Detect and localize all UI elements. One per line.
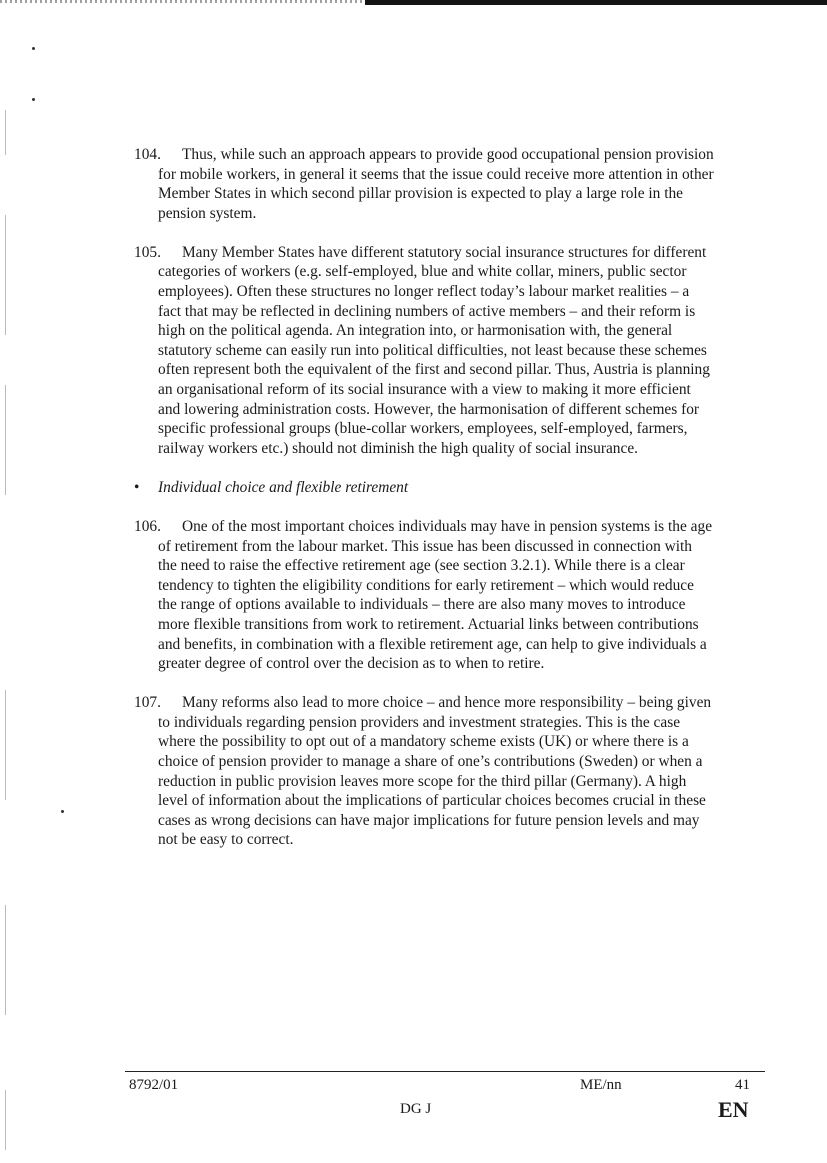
paragraph-number: 105. <box>134 243 161 261</box>
bullet-heading-text: Individual choice and flexible retirement <box>158 478 409 496</box>
paragraph-text: Many reforms also lead to more choice – and hence more responsibility – being given to individuals regarding pension providers and investment strategies. This is the case where the possibility to opt out of a mandatory scheme exists (UK) or where there is a choice of pension provider to manage a share of one’s contributions (Sweden) or when a reduction in public provision leaves more scope for the third pillar (Germany). A high level of information about the implications of particular choices becomes crucial in these cases as wrong decisions can have major implications for future pension levels and may not be easy to correct. <box>158 694 712 849</box>
footer-department: DG J <box>400 1101 432 1117</box>
section-bullet-heading <box>134 478 714 498</box>
scan-margin-mark <box>5 1090 6 1150</box>
scan-margin-mark <box>5 385 6 495</box>
footer-reference: ME/nn <box>580 1077 622 1093</box>
paragraph-text: Many Member States have different statutory social insurance structures for different categories of workers (e.g. self-employed, blue and white collar, miners, public sector employees). Often these structures no longer reflect today’s labour market realities – a fact that may be reflected in declining numbers of active members – and their reform is high on the political agenda. An integration into, or harmonisation with, the general statutory scheme can easily run into political difficulties, not least because these schemes often represent both the equivalent of the first and second pillar. Thus, Austria is planning an organisational reform of its social insurance with a view to making it more efficient and lowering administration costs. However, the harmonisation of different schemes for specific professional groups (blue-collar workers, employees, self-employed, farmers, railway workers etc.) should not diminish the high quality of social insurance. <box>158 243 710 457</box>
paragraph-number: 104. <box>134 146 161 163</box>
scan-margin-mark <box>5 110 6 155</box>
scan-speck <box>61 810 64 813</box>
scan-speck <box>32 47 35 50</box>
paragraph-105 <box>134 243 714 459</box>
paragraph-text: Thus, while such an approach appears to provide good occupational pension provision for mobile workers, in general it seems that the issue could receive more attention in other Member States in which second pillar provision is expected to play a large role in the pension system. <box>158 146 714 222</box>
scan-margin-mark <box>5 215 6 335</box>
footer-page-number: 41 <box>735 1077 750 1093</box>
paragraph-number: 106. <box>134 518 161 535</box>
scan-dotted-edge <box>0 0 370 3</box>
footer-language: EN <box>718 1097 749 1122</box>
document-body <box>134 145 714 870</box>
footer-doc-number: 8792/01 <box>129 1077 179 1093</box>
paragraph-number: 107. <box>134 694 161 712</box>
paragraph-106 <box>134 517 714 674</box>
scan-top-edge <box>0 0 827 4</box>
paragraph-104 <box>134 145 714 223</box>
paragraph-text: One of the most important choices individuals may have in pension systems is the age of retirement from the labour market. This issue has been discussed in connection with the need to raise the effective retirement age (see section 3.2.1). While there is a clear tendency to tighten the eligibility conditions for early retirement – which would reduce the range of options available to individuals – there are also many moves to introduce more flexible transitions from work to retirement. Actuarial links between contributions and benefits, in combination with a flexible retirement age, can help to give individuals a greater degree of control over the decision as to when to retire. <box>158 518 713 673</box>
paragraph-107 <box>134 693 714 850</box>
scan-margin-mark <box>5 690 6 800</box>
footer-rule <box>125 1071 765 1072</box>
scan-dark-bar <box>365 0 827 5</box>
bullet-icon: • <box>134 478 140 496</box>
scan-margin-mark <box>5 905 6 1015</box>
scan-speck <box>32 98 35 101</box>
